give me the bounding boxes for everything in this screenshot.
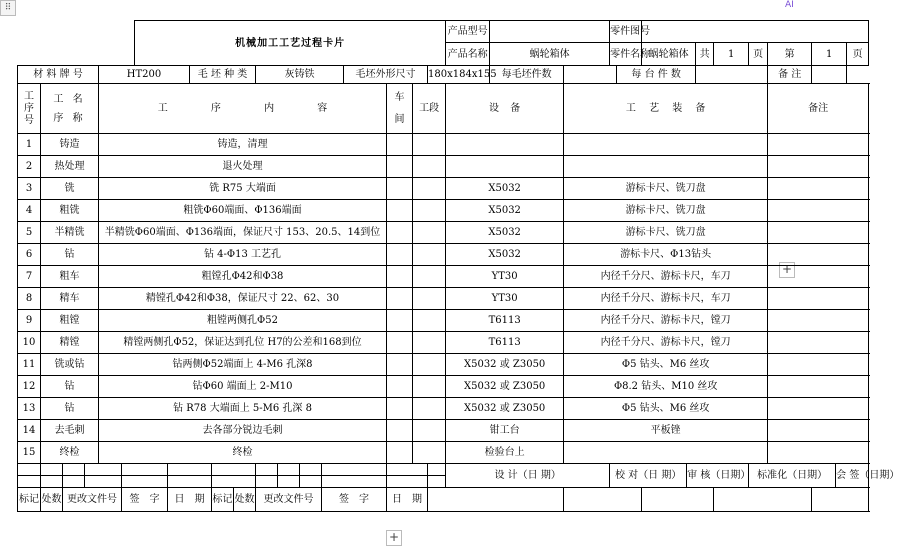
signoff-design-field[interactable] — [428, 488, 564, 512]
rev-mark-label: 标记 — [18, 488, 41, 512]
rev-sign2-label: 签 字 — [322, 488, 387, 512]
col-header-equipment: 设 备 — [446, 84, 564, 134]
blank-size-label: 毛坯外形尺寸 — [344, 66, 428, 84]
op-workshop — [387, 420, 413, 442]
op-remark — [768, 288, 869, 310]
op-section — [413, 266, 446, 288]
op-content: 钻 4-Φ13 工艺孔 — [99, 244, 387, 266]
op-section — [413, 156, 446, 178]
op-name: 铸造 — [41, 134, 99, 156]
signoff-design: 设 计（日 期） — [446, 464, 610, 488]
op-workshop — [387, 222, 413, 244]
op-section — [413, 288, 446, 310]
blank-type-label: 毛 坯 种 类 — [190, 66, 256, 84]
table-row[interactable] — [18, 354, 869, 376]
op-no: 2 — [18, 156, 41, 178]
table-row[interactable] — [18, 398, 869, 420]
op-section — [413, 200, 446, 222]
op-workshop — [387, 354, 413, 376]
op-section — [413, 354, 446, 376]
rev-sign-label: 签 字 — [122, 488, 168, 512]
blank-size-field[interactable]: 180x184x155 — [428, 66, 490, 84]
col-header-name-line1: 工 名 — [53, 93, 86, 105]
op-no: 8 — [18, 288, 41, 310]
col-header-name-line2: 序 称 — [53, 112, 86, 124]
op-tooling: Φ8.2 钻头、M10 丝攻 — [564, 376, 768, 398]
op-remark — [768, 420, 869, 442]
op-tooling — [564, 156, 768, 178]
table-row[interactable] — [18, 222, 869, 244]
rev-mark2-label: 标记 — [212, 488, 234, 512]
product-name-label: 产品名称 — [446, 43, 490, 66]
op-section — [413, 376, 446, 398]
blank-type-field[interactable]: 灰铸铁 — [256, 66, 344, 84]
op-content: 退火处理 — [99, 156, 387, 178]
op-workshop — [387, 398, 413, 420]
col-header-section: 工段 — [413, 84, 446, 134]
op-name: 铣 — [41, 178, 99, 200]
op-equipment: 检验台上 — [446, 442, 564, 464]
op-equipment: X5032 或 Z3050 — [446, 376, 564, 398]
op-content: 精镗孔Φ42和Φ38，保证尺寸 22、62、30 — [99, 288, 387, 310]
part-drawing-label: 零件图号 — [610, 21, 642, 43]
signoff-review-field[interactable] — [642, 488, 714, 512]
op-equipment: X5032 或 Z3050 — [446, 398, 564, 420]
op-name: 铣或钻 — [41, 354, 99, 376]
op-no: 9 — [18, 310, 41, 332]
op-no: 4 — [18, 200, 41, 222]
table-row[interactable] — [18, 376, 869, 398]
op-remark — [768, 376, 869, 398]
op-workshop — [387, 442, 413, 464]
signoff-check: 校 对（日 期） — [610, 464, 687, 488]
signoff-standard-field[interactable] — [714, 488, 812, 512]
op-tooling: 内径千分尺、游标卡尺，镗刀 — [564, 332, 768, 354]
op-name: 钻 — [41, 376, 99, 398]
col-header-workshop: 车间 — [387, 84, 413, 134]
op-section — [413, 244, 446, 266]
op-content: 粗铣Φ60端面、Φ136端面 — [99, 200, 387, 222]
op-section — [413, 398, 446, 420]
op-section — [413, 222, 446, 244]
op-equipment: X5032 — [446, 178, 564, 200]
op-tooling: Φ5 钻头、M6 丝攻 — [564, 354, 768, 376]
op-content: 钻Φ60 端面上 2-M10 — [99, 376, 387, 398]
op-content: 半精铣Φ60端面、Φ136端面，保证尺寸 153、20.5、14到位 — [99, 222, 387, 244]
signoff-check-field[interactable] — [564, 488, 642, 512]
rev-docno2-label: 更改文件号 — [256, 488, 322, 512]
table-row[interactable] — [18, 288, 869, 310]
op-tooling: 内径千分尺、游标卡尺，镗刀 — [564, 310, 768, 332]
page-unit: 页 — [847, 43, 869, 66]
op-remark — [768, 310, 869, 332]
op-content: 粗镗两侧孔Φ52 — [99, 310, 387, 332]
op-no: 10 — [18, 332, 41, 354]
table-row[interactable] — [18, 244, 869, 266]
rev-date2-label: 日 期 — [387, 488, 428, 512]
op-equipment: X5032 或 Z3050 — [446, 354, 564, 376]
col-header-tooling: 工 艺 装 备 — [564, 84, 768, 134]
rev-date-label: 日 期 — [168, 488, 212, 512]
process-card — [17, 20, 899, 522]
op-equipment — [446, 134, 564, 156]
op-remark — [768, 332, 869, 354]
op-remark — [768, 222, 869, 244]
op-tooling — [564, 442, 768, 464]
op-section — [413, 332, 446, 354]
op-name: 终检 — [41, 442, 99, 464]
op-name: 粗车 — [41, 266, 99, 288]
col-header-content: 工 序 内 容 — [99, 84, 387, 134]
op-no: 11 — [18, 354, 41, 376]
op-workshop — [387, 376, 413, 398]
op-name: 粗铣 — [41, 200, 99, 222]
op-no: 14 — [18, 420, 41, 442]
op-equipment: X5032 — [446, 200, 564, 222]
op-tooling — [564, 134, 768, 156]
per-blank-field[interactable] — [564, 66, 617, 84]
table-row[interactable] — [18, 178, 869, 200]
add-column-button[interactable]: + — [779, 262, 795, 278]
process-card-table — [17, 20, 899, 512]
page-no-field[interactable]: 1 — [812, 43, 847, 66]
op-remark — [768, 156, 869, 178]
op-workshop — [387, 244, 413, 266]
table-row[interactable] — [18, 332, 869, 354]
op-name: 去毛刺 — [41, 420, 99, 442]
op-name: 精镗 — [41, 332, 99, 354]
op-workshop — [387, 178, 413, 200]
table-row[interactable] — [18, 420, 869, 442]
op-section — [413, 442, 446, 464]
material-grade-field[interactable]: HT200 — [99, 66, 190, 84]
op-name: 钻 — [41, 244, 99, 266]
op-no: 3 — [18, 178, 41, 200]
op-equipment: X5032 — [446, 244, 564, 266]
op-section — [413, 134, 446, 156]
signoff-review: 审 核（日期） — [687, 464, 749, 488]
signoff-standard: 标准化（日期） — [749, 464, 836, 488]
op-tooling: 游标卡尺、Φ13钻头 — [564, 244, 768, 266]
move-handle-icon[interactable]: ⠿ — [0, 0, 16, 16]
product-name-field[interactable]: 蜗轮箱体 — [490, 43, 610, 66]
op-tooling: 内径千分尺、游标卡尺，车刀 — [564, 288, 768, 310]
op-content: 钻 R78 大端面上 5-M6 孔深 8 — [99, 398, 387, 420]
op-remark — [768, 200, 869, 222]
material-grade-label: 材 料 牌 号 — [18, 66, 99, 84]
ai-icon[interactable]: AI — [785, 0, 794, 10]
op-no: 12 — [18, 376, 41, 398]
total-pages-field[interactable]: 1 — [714, 43, 749, 66]
col-header-seq: 工序号 — [18, 84, 41, 134]
table-row[interactable] — [18, 442, 869, 464]
op-no: 7 — [18, 266, 41, 288]
signoff-countersign-field[interactable] — [812, 488, 869, 512]
table-row[interactable] — [18, 200, 869, 222]
signoff-countersign: 会 签（日期） — [836, 464, 869, 488]
op-no: 15 — [18, 442, 41, 464]
op-name: 半精铣 — [41, 222, 99, 244]
product-model-label: 产品型号 — [446, 21, 490, 43]
col-header-name — [41, 84, 99, 134]
op-tooling: 游标卡尺、铣刀盘 — [564, 200, 768, 222]
op-name: 粗镗 — [41, 310, 99, 332]
op-workshop — [387, 266, 413, 288]
table-row[interactable] — [18, 310, 869, 332]
op-no: 13 — [18, 398, 41, 420]
op-no: 1 — [18, 134, 41, 156]
op-content: 精镗两侧孔Φ52，保证达到孔位 H7的公差和168到位 — [99, 332, 387, 354]
total-page-unit: 页 — [749, 43, 768, 66]
op-content: 铸造，清理 — [99, 134, 387, 156]
op-content: 钻两侧Φ52端面上 4-M6 孔深8 — [99, 354, 387, 376]
page-title: 机械加工工艺过程卡片 — [135, 21, 446, 66]
part-drawing-field[interactable] — [642, 21, 869, 43]
op-remark — [768, 244, 869, 266]
total-label: 共 — [696, 43, 714, 66]
op-tooling: 平板锉 — [564, 420, 768, 442]
op-remark — [768, 178, 869, 200]
rev-count2-label: 处数 — [234, 488, 256, 512]
op-equipment: T6113 — [446, 332, 564, 354]
op-remark — [768, 398, 869, 420]
op-content: 去各部分锐边毛刺 — [99, 420, 387, 442]
op-workshop — [387, 156, 413, 178]
op-content: 铣 R75 大端面 — [99, 178, 387, 200]
per-unit-label: 每 台 件 数 — [617, 66, 696, 84]
op-remark — [768, 442, 869, 464]
op-no: 6 — [18, 244, 41, 266]
table-row[interactable] — [18, 266, 869, 288]
note-label: 备 注 — [768, 66, 812, 84]
rev-docno-label: 更改文件号 — [63, 488, 122, 512]
op-equipment: YT30 — [446, 288, 564, 310]
op-remark — [768, 134, 869, 156]
col-header-remark: 备注 — [768, 84, 869, 134]
op-section — [413, 178, 446, 200]
op-equipment: X5032 — [446, 222, 564, 244]
op-no: 5 — [18, 222, 41, 244]
op-tooling: 游标卡尺、铣刀盘 — [564, 178, 768, 200]
part-name-field[interactable]: 蜗轮箱体 — [642, 43, 696, 66]
op-workshop — [387, 310, 413, 332]
per-blank-label: 每毛坯件数 — [490, 66, 564, 84]
op-tooling: 游标卡尺、铣刀盘 — [564, 222, 768, 244]
op-equipment — [446, 156, 564, 178]
op-equipment: YT30 — [446, 266, 564, 288]
op-content: 终检 — [99, 442, 387, 464]
per-unit-field[interactable] — [696, 66, 768, 84]
op-name: 热处理 — [41, 156, 99, 178]
table-row[interactable] — [18, 156, 869, 178]
note-field[interactable] — [812, 66, 847, 84]
op-tooling: Φ5 钻头、M6 丝攻 — [564, 398, 768, 420]
op-name: 精车 — [41, 288, 99, 310]
page-label: 第 — [768, 43, 812, 66]
op-content: 粗镗孔Φ42和Φ38 — [99, 266, 387, 288]
op-workshop — [387, 332, 413, 354]
op-remark — [768, 354, 869, 376]
op-workshop — [387, 288, 413, 310]
table-row[interactable] — [18, 134, 869, 156]
part-name-label: 零件名称 — [610, 43, 642, 66]
op-tooling: 内径千分尺、游标卡尺，车刀 — [564, 266, 768, 288]
op-remark — [768, 266, 869, 288]
op-equipment: T6113 — [446, 310, 564, 332]
op-section — [413, 310, 446, 332]
op-name: 钻 — [41, 398, 99, 420]
op-equipment: 钳工台 — [446, 420, 564, 442]
product-model-field[interactable] — [490, 21, 610, 43]
add-row-button[interactable]: + — [386, 530, 402, 546]
rev-count-label: 处数 — [41, 488, 63, 512]
op-workshop — [387, 134, 413, 156]
op-section — [413, 420, 446, 442]
op-workshop — [387, 200, 413, 222]
